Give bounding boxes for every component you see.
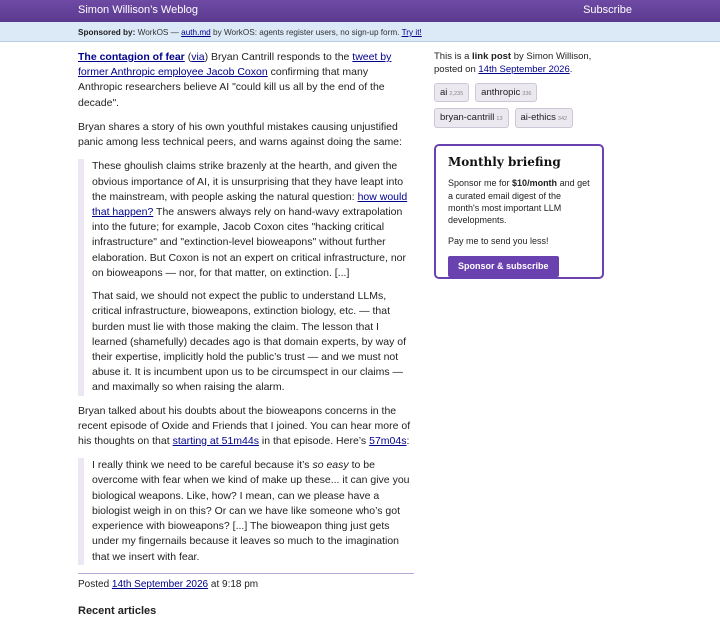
quote-paragraph-3 [92,458,414,565]
para3-text-b: in that episode. Here’s [261,435,367,448]
tag-bryan-cantrill[interactable] [434,108,509,128]
site-header [0,0,720,22]
briefing-text-b: and get a curated email digest of the month's most important LLM developments. [448,178,590,225]
tag-count: 342 [557,116,568,123]
via-close: ) [204,51,209,63]
sponsor-label: Sponsored by: [78,28,136,37]
meta-link-post: link post [472,51,512,62]
tag-count: 2,235 [449,90,464,97]
post-paragraph-3 [78,404,414,450]
post-title-link[interactable]: The contagion of fear [78,51,185,63]
post-content [78,50,414,620]
meta-end: . [569,64,573,76]
post-intro [78,50,414,111]
sponsor-bar [0,22,720,42]
intro-text-a: Bryan Cantrill responds to the [211,51,350,63]
tag-anthropic[interactable] [475,83,537,103]
sponsor-link-auth[interactable]: auth.md [181,28,211,37]
para3-text-a: Bryan talked about his doubts about the bioweapons concerns in the recent episode of Oxide and Friends that I joined. You can hear more of his thoughts on that [78,404,411,448]
blockquote-cantrill [78,159,414,395]
para3-text-c: : [406,435,410,448]
sidebar [434,50,610,128]
tag-count: 13 [496,116,503,123]
sponsor-text [78,27,422,39]
timestamp-link-51m44s[interactable]: starting at 51m44s [172,435,259,448]
briefing-heading: Monthly briefing [448,155,561,169]
posted-line [78,573,414,593]
posted-time: at 9:18 pm [210,578,259,590]
how-would-that-happen-link[interactable]: how would that happen? [92,190,408,218]
sponsor-try-link[interactable]: Try it! [401,28,422,37]
timestamp-link-57m04s[interactable]: 57m04s [369,435,407,448]
tag-ai-ethics[interactable] [515,108,574,128]
blockquote-podcast [78,458,414,565]
posted-label: Posted [78,578,110,590]
quote1-text-a: These ghoulish claims strike brazenly at the hearth, and given the obvious importance of AI, it is unsurprising that they have leapt into the mainstream, with people asking the natural question: [92,160,404,203]
meta-date-link[interactable]: 14th September 2026 [478,64,570,76]
intro-text-b: confirming that many Anthropic researchers believe AI "could kill us all by the end of the decade". [78,66,385,109]
tag-list [434,83,610,129]
subscribe-link[interactable]: Subscribe [583,4,632,16]
briefing-text [448,177,590,226]
post-paragraph-2: Bryan shares a story of his own youthful mistakes causing unjustified panic among less technical peers, and warns against doing the same: [78,120,402,149]
quote3-text-b: to be overcome with fear when we kind of make up these... it can give you biological weapons. Like, how? I mean, can we please have a biologist weigh in on this? Or can we have like someone who’s got experience with bioweapons? [...] The bioweapon thing just gets under my fingernails because it leaves so much to the imagination that we insert with fear. [92,459,410,563]
tag-count: 336 [522,90,532,97]
post-meta [434,50,610,77]
sponsor-desc: by WorkOS: agents register users, no sign-up form. [213,28,400,37]
via-open: ( [187,51,192,63]
posted-date-link[interactable]: 14th September 2026 [111,578,209,590]
quote3-text-a: I really think we need to be careful because it’s [92,459,310,472]
quote-paragraph-2: That said, we should not expect the public to understand LLMs, critical infrastructure, bioweapons, extinction biology, etc. — that burden must lie with those making the claim. The lesson that I learned (shamefully) decades ago is that domain experts, by way of their expertise, implicitly hold the public’s trust — and we must not abuse it. It is incumbent upon us to be circumspect in our claims — and maximally so when raising the alarm. [92,290,407,394]
tag-label: anthropic [481,86,521,98]
briefing-pay-text: Pay me to send you less! [448,235,549,246]
tag-label: bryan-cantrill [440,112,495,124]
tag-label: ai [440,86,448,98]
tag-ai[interactable] [434,83,469,103]
quote1-text-b: The answers always rely on hand-wavy extrapolation into the future; for example, Jacob Coxon cites "hacking critical infrastructure" and "extinction-level bioweapons" without further elaboration. But Coxon is not an expert on critical infrastructure, nor on bioweapons — nor, for that matter, on extinction. [...] [92,205,406,279]
sponsor-name: WorkOS — [137,28,179,37]
sponsor-subscribe-button[interactable]: Sponsor & subscribe [448,256,559,277]
monthly-briefing-box [434,144,604,279]
briefing-text-a: Sponsor me for [448,178,510,189]
briefing-price: $10/month [512,178,558,189]
meta-text-a: This is a [434,51,470,62]
site-title-link[interactable]: Simon Willison’s Weblog [78,4,199,16]
quote3-emphasis: so easy [312,459,349,472]
tweet-link[interactable]: tweet by former Anthropic employee Jacob Coxon [78,51,392,79]
tag-label: ai-ethics [520,112,556,124]
meta-text-b: by Simon Willison, posted on [434,51,592,76]
recent-articles-heading: Recent articles [78,605,157,618]
quote-paragraph-1 [92,159,414,281]
via-link[interactable]: via [191,51,205,63]
